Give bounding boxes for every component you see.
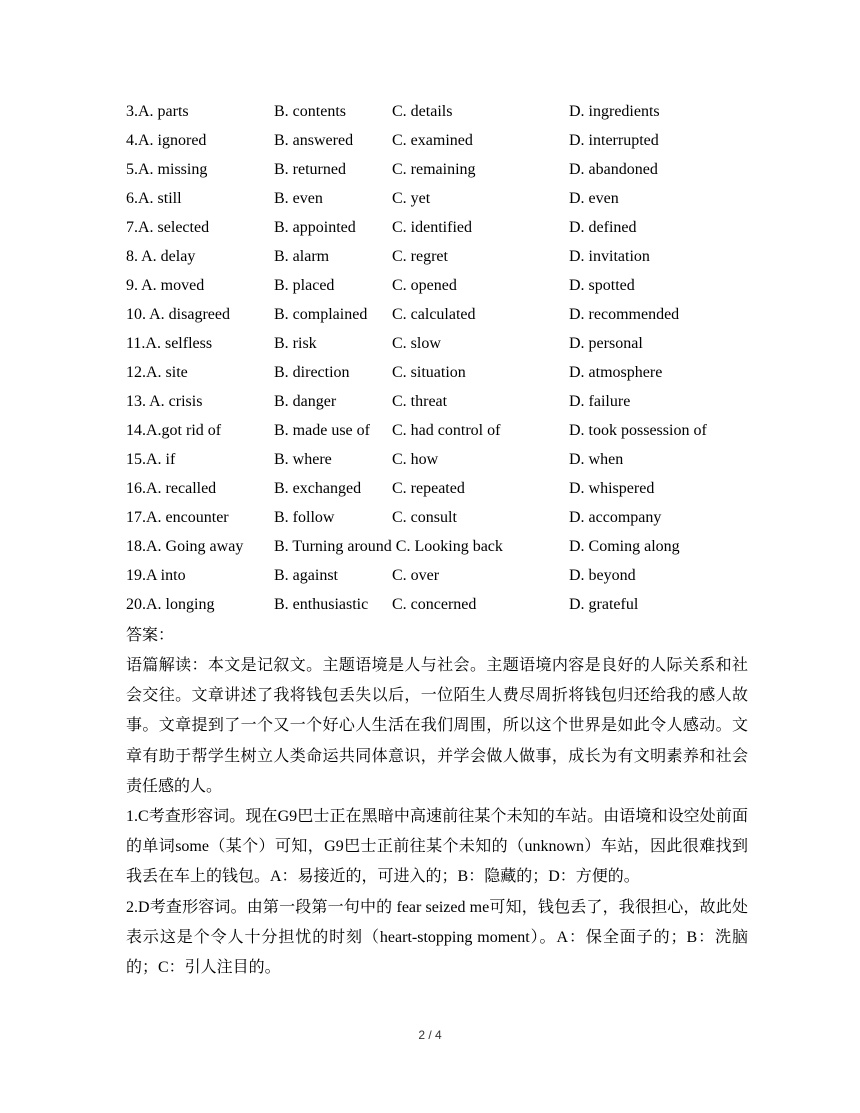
option-a: 6.A. still: [126, 190, 182, 207]
option-a: 15.A. if: [126, 451, 176, 468]
option-c: C. concerned: [392, 596, 477, 613]
option-c: C. details: [392, 103, 453, 120]
option-d: D. spotted: [569, 277, 635, 294]
option-c: C. slow: [392, 335, 441, 352]
option-b: B. answered: [274, 132, 354, 149]
option-b: B. returned: [274, 161, 346, 178]
option-a: 14.A.got rid of: [126, 422, 222, 439]
option-a: 3.A. parts: [126, 103, 189, 120]
option-b: B. even: [274, 190, 323, 207]
option-d: D. ingredients: [569, 103, 660, 120]
option-a: 16.A. recalled: [126, 480, 217, 497]
option-a: 20.A. longing: [126, 596, 215, 613]
option-d: D. grateful: [569, 596, 639, 613]
option-row: [126, 126, 766, 155]
option-c: C. opened: [392, 277, 457, 294]
option-b: B. contents: [274, 103, 346, 120]
option-c: C. yet: [392, 190, 431, 207]
option-c: C. threat: [392, 393, 448, 410]
option-c: C. over: [392, 567, 440, 584]
option-c: C. how: [392, 451, 439, 468]
option-row: [126, 329, 766, 358]
option-row: [126, 358, 766, 387]
option-row: [126, 155, 766, 184]
option-b: B. appointed: [274, 219, 356, 236]
option-d: D. when: [569, 451, 624, 468]
option-a: 10. A. disagreed: [126, 306, 230, 323]
option-d: D. invitation: [569, 248, 650, 265]
option-row: [126, 271, 766, 300]
option-b: B. Turning around C. Looking back: [274, 538, 503, 555]
option-d: D. whispered: [569, 480, 655, 497]
option-row: [126, 300, 766, 329]
option-a: 4.A. ignored: [126, 132, 207, 149]
option-d: D. defined: [569, 219, 637, 236]
option-row: [126, 561, 766, 590]
option-a: 12.A. site: [126, 364, 188, 381]
option-c: C. situation: [392, 364, 466, 381]
option-d: D. recommended: [569, 306, 680, 323]
option-row: [126, 416, 766, 445]
option-a: 7.A. selected: [126, 219, 210, 236]
option-a: 19.A into: [126, 567, 186, 584]
option-row: [126, 213, 766, 242]
option-b: B. enthusiastic: [274, 596, 369, 613]
explanation-1: 1.C考查形容词。现在G9巴士正在黑暗中高速前往某个未知的车站。由语境和设空处前面的单词some（某个）可知，G9巴士正前往某个未知的（unknown）车站，因此很难找到我丢在车上的钱包。A：易接近的，可进入的；B：隐藏的；D：方便的。: [126, 808, 748, 886]
page-indicator: 2 / 4: [418, 1028, 442, 1042]
option-b: B. exchanged: [274, 480, 362, 497]
option-b: B. complained: [274, 306, 368, 323]
option-a: 8. A. delay: [126, 248, 196, 265]
option-c: C. remaining: [392, 161, 476, 178]
option-d: D. personal: [569, 335, 643, 352]
option-d: D. even: [569, 190, 619, 207]
explanation-2: 2.D考查形容词。由第一段第一句中的 fear seized me可知，钱包丢了，我很担心，故此处表示这是个令人十分担忧的时刻（heart-stopping moment）。A：保全面子的；B：洗脑的；C：引人注目的。: [126, 898, 748, 977]
option-d: D. took possession of: [569, 422, 707, 439]
option-c: C. identified: [392, 219, 472, 236]
option-row: [126, 503, 766, 532]
option-b: B. made use of: [274, 422, 370, 439]
option-row: [126, 242, 766, 271]
answers-section: [126, 621, 748, 983]
option-row: [126, 184, 766, 213]
option-row: [126, 474, 766, 503]
option-c: C. calculated: [392, 306, 476, 323]
option-row: [126, 445, 766, 474]
option-c: C. repeated: [392, 480, 465, 497]
option-d: D. interrupted: [569, 132, 659, 149]
option-c: C. examined: [392, 132, 473, 149]
option-b: B. where: [274, 451, 332, 468]
option-d: D. atmosphere: [569, 364, 663, 381]
option-row: [126, 387, 766, 416]
answer-options-list: [126, 97, 766, 619]
option-b: B. placed: [274, 277, 335, 294]
option-d: D. failure: [569, 393, 631, 410]
option-c: C. consult: [392, 509, 457, 526]
option-b: B. danger: [274, 393, 337, 410]
option-a: 11.A. selfless: [126, 335, 213, 352]
option-d: D. accompany: [569, 509, 662, 526]
option-a: 5.A. missing: [126, 161, 208, 178]
option-a: 9. A. moved: [126, 277, 205, 294]
option-b: B. against: [274, 567, 338, 584]
answers-label: 答案：: [126, 627, 175, 644]
option-c: C. regret: [392, 248, 448, 265]
option-row: [126, 590, 766, 619]
option-b: B. follow: [274, 509, 335, 526]
option-b: B. direction: [274, 364, 350, 381]
option-b: B. risk: [274, 335, 317, 352]
option-d: D. beyond: [569, 567, 636, 584]
option-a: 18.A. Going away: [126, 538, 244, 555]
option-a: 13. A. crisis: [126, 393, 203, 410]
option-d: D. Coming along: [569, 538, 680, 555]
option-c: C. had control of: [392, 422, 501, 439]
option-row: [126, 532, 766, 561]
option-row: [126, 97, 766, 126]
option-d: D. abandoned: [569, 161, 658, 178]
option-b: B. alarm: [274, 248, 330, 265]
passage-analysis: 语篇解读：本文是记叙文。主题语境是人与社会。主题语境内容是良好的人际关系和社会交往。文章讲述了我将钱包丢失以后，一位陌生人费尽周折将钱包归还给我的感人故事。文章提到了一个又一个好心人生活在我们周围，所以这个世界是如此令人感动。文章有助于帮学生树立人类命运共同体意识，并学会做人做事，成长为有文明素养和社会责任感的人。: [126, 657, 748, 795]
option-a: 17.A. encounter: [126, 509, 229, 526]
